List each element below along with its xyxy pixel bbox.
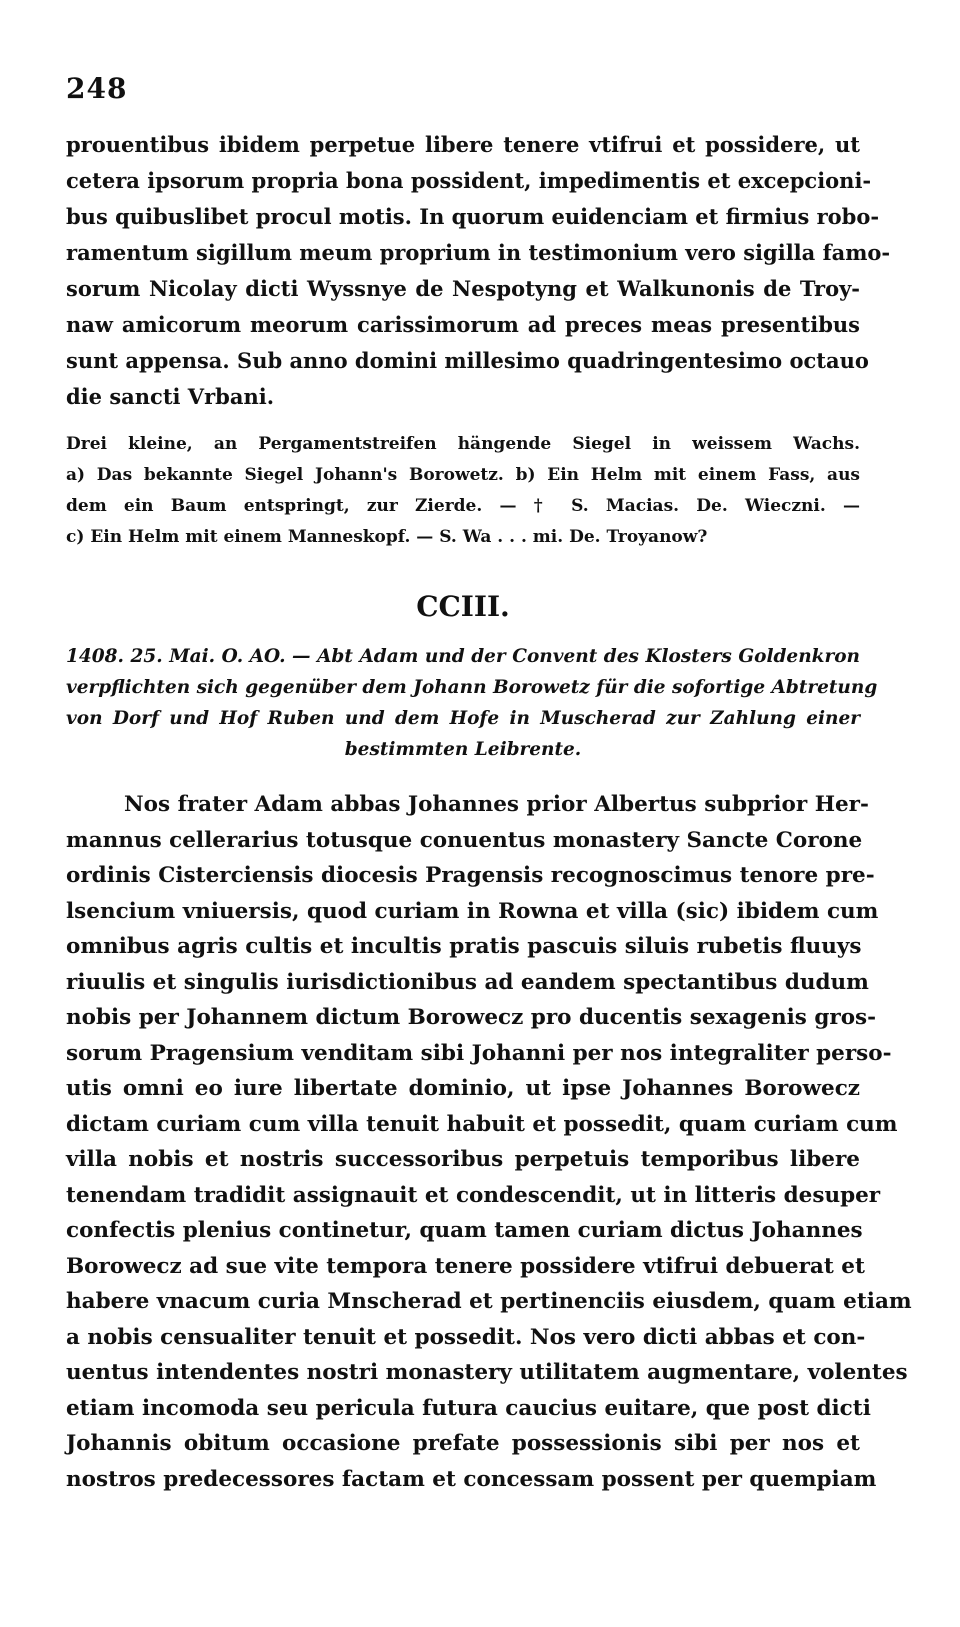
text-line: naw amicorum meorum carissimorum ad preces meas presentibus <box>66 312 860 337</box>
note-line: Drei kleine, an Pergamentstreifen hängende Siegel in weissem Wachs. <box>66 434 860 454</box>
note-line: c) Ein Helm mit einem Manneskopf. — S. Wa . . . mi. De. Troyanow? <box>66 527 708 547</box>
body-line: Johannis obitum occasione prefate possessionis sibi per nos et <box>66 1431 860 1456</box>
body-line: tenendam tradidit assignauit et condescendit, ut in litteris desuper <box>66 1182 881 1208</box>
note-line: a) Das bekannte Siegel Johann's Borowetz. b) Ein Helm mit einem Fass, aus <box>66 465 860 485</box>
body-line: nostros predecessores factam et concessam possent per quempiam <box>66 1466 877 1492</box>
text-line: cetera ipsorum propria bona possident, impedimentis et excepcioni- <box>66 168 872 193</box>
body-line: ordinis Cisterciensis diocesis Pragensis recognoscimus tenore pre- <box>66 863 875 888</box>
body-line: mannus cellerarius totusque conuentus monastery Sancte Corone <box>66 827 863 853</box>
continuation-text <box>66 127 891 415</box>
header-line: verpflichten sich gegenüber dem Johann Borowetz für die sofortige Abtretung <box>66 677 878 698</box>
text-line: sorum Nicolay dicti Wyssnye de Nespotyng et Walkunonis de Troy- <box>66 276 860 301</box>
body-line: riuulis et singulis iurisdictionibus ad eandem spectantibus dudum <box>66 969 869 995</box>
text-line: die sancti Vrbani. <box>66 384 275 409</box>
body-line: Borowecz ad sue vite tempora tenere possidere vtifrui debuerat et <box>66 1253 865 1279</box>
body-line: uentus intendentes nostri monastery utilitatem augmentare, volentes <box>66 1360 908 1385</box>
body-line: etiam incomoda seu pericula futura caucius euitare, que post dicti <box>66 1395 871 1421</box>
body-line: omnibus agris cultis et incultis pratis pascuis siluis rubetis fluuys <box>66 934 862 959</box>
text-line: ramentum sigillum meum proprium in testimonium vero sigilla famo- <box>66 240 891 265</box>
document-header <box>66 641 878 765</box>
body-line: habere vnacum curia Mnscherad et pertinenciis eiusdem, quam etiam <box>66 1289 912 1314</box>
body-line: utis omni eo iure libertate dominio, ut ipse Johannes Borowecz <box>66 1076 860 1101</box>
text-line: bus quibuslibet procul motis. In quorum euidenciam et firmius robo- <box>66 204 880 229</box>
text-line: prouentibus ibidem perpetue libere tenere vtifrui et possidere, ut <box>66 132 860 157</box>
note-line: dem ein Baum entspringt, zur Zierde. — † S. Macias. De. Wieczni. — <box>66 496 860 516</box>
seal-note <box>66 429 860 553</box>
header-line: 1408. 25. Mai. O. AO. — Abt Adam und der Convent des Klosters Goldenkron <box>66 646 860 667</box>
body-line: a nobis censualiter tenuit et possedit. Nos vero dicti abbas et con- <box>66 1324 866 1350</box>
body-line: lsencium vniuersis, quod curiam in Rowna et villa (sic) ibidem cum <box>66 898 879 924</box>
text-line: sunt appensa. Sub anno domini millesimo quadringentesimo octauo <box>66 348 869 373</box>
body-line: nobis per Johannem dictum Borowecz pro ducentis sexagenis gros- <box>66 1005 877 1030</box>
document-number: CCIII. <box>416 590 510 623</box>
body-line: Nos frater Adam abbas Johannes prior Albertus subprior Her- <box>124 792 869 817</box>
page-number: 248 <box>66 72 128 105</box>
header-line: von Dorf und Hof Ruben und dem Hofe in Muscherad zur Zahlung einer <box>66 708 860 729</box>
body-line: sorum Pragensium venditam sibi Johanni per nos integraliter perso- <box>66 1040 892 1066</box>
body-line: dictam curiam cum villa tenuit habuit et possedit, quam curiam cum <box>66 1111 898 1137</box>
document-body <box>66 787 912 1497</box>
header-line: bestimmten Leibrente. <box>344 739 582 760</box>
body-line: confectis plenius continetur, quam tamen curiam dictus Johannes <box>66 1218 863 1243</box>
body-line: villa nobis et nostris successoribus perpetuis temporibus libere <box>66 1147 860 1172</box>
